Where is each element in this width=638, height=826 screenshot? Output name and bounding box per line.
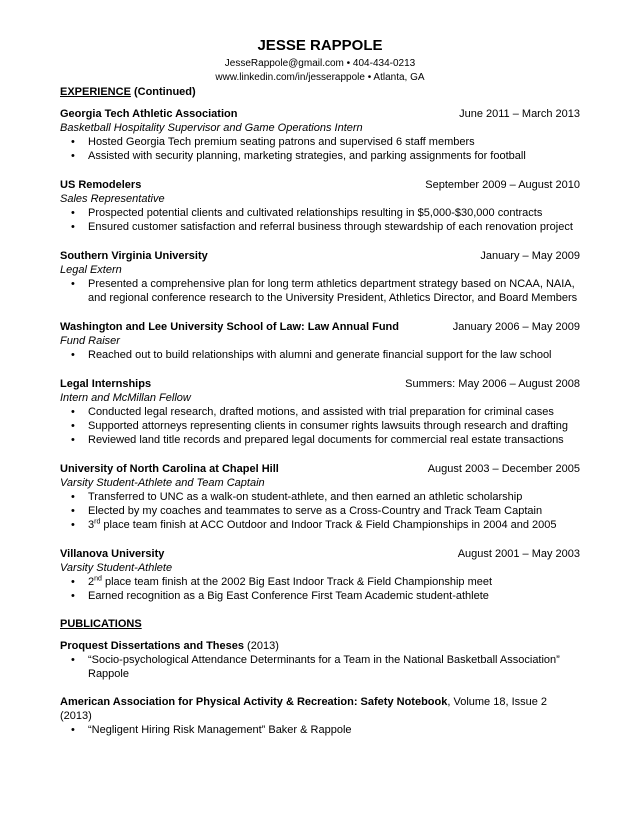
job-dates: Summers: May 2006 – August 2008 bbox=[405, 378, 580, 390]
job-role: Sales Representative bbox=[60, 193, 165, 205]
job-role: Varsity Student-Athlete and Team Captain bbox=[60, 477, 265, 489]
job-role: Intern and McMillan Fellow bbox=[60, 392, 191, 404]
job-bullets bbox=[60, 135, 580, 163]
bullet-item: • Assisted with security planning, marketing strategies, and parking assignments for football bbox=[60, 149, 580, 163]
bullet-item: • 3rd place team finish at ACC Outdoor and Indoor Track & Field Championships in 2004 and 2005 bbox=[60, 518, 580, 532]
bullet-item: • Earned recognition as a Big East Conference First Team Academic student-athlete bbox=[60, 589, 580, 603]
bullet-item: • Transferred to UNC as a walk-on student-athlete, and then earned an athletic scholarship bbox=[60, 490, 580, 504]
job-dates: September 2009 – August 2010 bbox=[425, 179, 580, 191]
job-dates: January 2006 – May 2009 bbox=[452, 321, 580, 333]
publications-heading: PUBLICATIONS bbox=[60, 618, 142, 630]
job-role: Basketball Hospitality Supervisor and Game Operations Intern bbox=[60, 122, 363, 134]
bullet-item: • Ensured customer satisfaction and referral business through stewardship of each renovation project bbox=[60, 220, 580, 234]
publication-entry bbox=[60, 695, 580, 737]
publication-entry bbox=[60, 639, 580, 681]
job-dates: August 2001 – May 2003 bbox=[457, 548, 580, 560]
bullet-item: • Presented a comprehensive plan for long term athletics department strategy based on NCAA, NAIA, and regional conference research to the University President, Athletics Director, and Board Members bbox=[60, 277, 580, 305]
job-organization: University of North Carolina at Chapel Hill bbox=[60, 463, 279, 475]
job-organization: Villanova University bbox=[60, 548, 165, 560]
bullet-item: • “Negligent Hiring Risk Management” Baker & Rappole bbox=[60, 723, 580, 737]
publications-section bbox=[60, 617, 580, 737]
bullet-item: • Supported attorneys representing clients in consumer rights lawsuits through research and drafting bbox=[60, 419, 580, 433]
job-dates: August 2003 – December 2005 bbox=[427, 463, 580, 475]
job-entry bbox=[60, 107, 580, 163]
job-organization: Legal Internships bbox=[60, 378, 152, 390]
bullet-item: • “Socio-psychological Attendance Determinants for a Team in the National Basketball Association” Rappole bbox=[60, 653, 580, 681]
bullet-item: • Prospected potential clients and cultivated relationships resulting in $5,000-$30,000 contracts bbox=[60, 206, 580, 220]
job-bullets bbox=[60, 206, 580, 234]
experience-section bbox=[60, 85, 580, 603]
job-entry bbox=[60, 377, 580, 447]
job-role: Fund Raiser bbox=[60, 335, 120, 347]
publication-title: American Association for Physical Activity & Recreation: Safety Notebook, Volume 18, Issue 2 (2013) bbox=[60, 696, 548, 722]
job-organization: Southern Virginia University bbox=[60, 250, 208, 262]
bullet-item: • 2nd place team finish at the 2002 Big East Indoor Track & Field Championship meet bbox=[60, 575, 580, 589]
resume-header bbox=[60, 36, 580, 85]
job-organization: Washington and Lee University School of Law: Law Annual Fund bbox=[60, 321, 399, 333]
resume-page bbox=[60, 36, 580, 737]
contact-line-1: JesseRappole@gmail.com • 404-434-0213 bbox=[224, 58, 416, 69]
job-entry bbox=[60, 320, 580, 362]
job-bullets bbox=[60, 490, 580, 532]
experience-heading: EXPERIENCE (Continued) bbox=[60, 86, 196, 98]
job-bullets bbox=[60, 405, 580, 447]
job-entry bbox=[60, 547, 580, 603]
bullet-item: • Elected by my coaches and teammates to serve as a Cross-Country and Track Team Captain bbox=[60, 504, 580, 518]
bullet-item: • Conducted legal research, drafted motions, and assisted with trial preparation for criminal cases bbox=[60, 405, 580, 419]
candidate-name: JESSE RAPPOLE bbox=[257, 37, 383, 54]
job-organization: US Remodelers bbox=[60, 179, 142, 191]
bullet-item: • Reviewed land title records and prepared legal documents for commercial real estate transactions bbox=[60, 433, 580, 447]
job-entry bbox=[60, 249, 580, 305]
job-role: Legal Extern bbox=[60, 264, 122, 276]
job-entry bbox=[60, 178, 580, 234]
bullet-item: • Hosted Georgia Tech premium seating patrons and supervised 6 staff members bbox=[60, 135, 580, 149]
job-bullets bbox=[60, 277, 580, 305]
job-role: Varsity Student-Athlete bbox=[60, 562, 173, 574]
contact-line-2: www.linkedin.com/in/jesserappole • Atlanta, GA bbox=[215, 72, 425, 83]
bullet-item: • Reached out to build relationships with alumni and generate financial support for the law school bbox=[60, 348, 580, 362]
job-dates: January – May 2009 bbox=[480, 250, 580, 262]
publication-title: Proquest Dissertations and Theses (2013) bbox=[60, 640, 279, 652]
job-entry bbox=[60, 462, 580, 532]
job-bullets bbox=[60, 348, 580, 362]
job-bullets bbox=[60, 575, 580, 603]
job-dates: June 2011 – March 2013 bbox=[459, 108, 580, 120]
job-organization: Georgia Tech Athletic Association bbox=[60, 108, 238, 120]
